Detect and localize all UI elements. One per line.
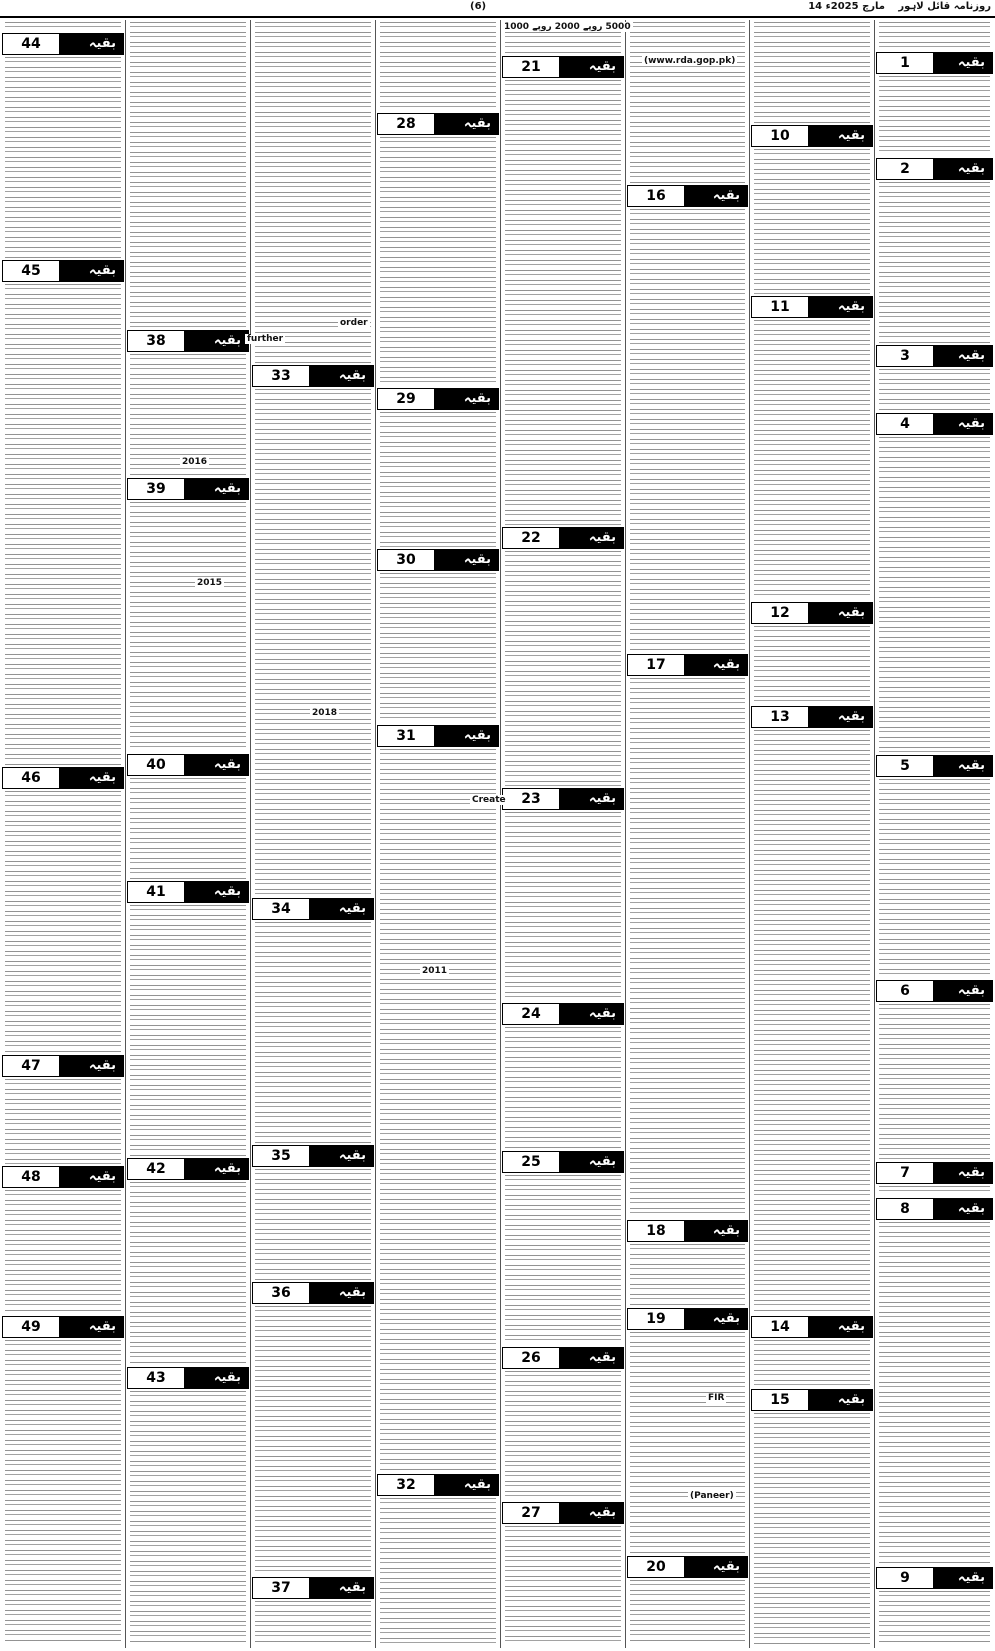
baqia-box xyxy=(127,1158,249,1180)
baqia-box xyxy=(502,1151,624,1173)
baqia-number: 4 xyxy=(876,413,934,435)
article-text xyxy=(628,1332,747,1554)
article-text xyxy=(3,791,123,1053)
baqia-number: 44 xyxy=(2,33,60,55)
baqia-number: 45 xyxy=(2,260,60,282)
baqia-box xyxy=(627,1556,748,1578)
article-text xyxy=(378,1498,498,1644)
article-text xyxy=(128,1182,248,1365)
baqia-label: بقیہ xyxy=(338,901,366,916)
baqia-box xyxy=(502,1003,624,1025)
column-rule xyxy=(625,20,626,1648)
article-text xyxy=(628,678,747,1218)
article-text xyxy=(128,905,248,1156)
baqia-label: بقیہ xyxy=(712,1559,740,1574)
baqia-label: بقیہ xyxy=(88,36,116,51)
baqia-label: بقیہ xyxy=(837,605,865,620)
inline-create: Create xyxy=(472,795,506,805)
article-text xyxy=(253,1601,373,1644)
column-1 xyxy=(876,22,993,1644)
baqia-label: بقیہ xyxy=(837,299,865,314)
baqia-label: بقیہ xyxy=(957,161,985,176)
baqia-number: 29 xyxy=(377,388,435,410)
article-text xyxy=(752,1340,872,1387)
article-text xyxy=(503,1175,623,1345)
baqia-box xyxy=(377,1474,499,1496)
article-text xyxy=(503,1526,623,1644)
article-text xyxy=(128,502,248,752)
baqia-label: بقیہ xyxy=(463,1477,491,1492)
baqia-box xyxy=(377,388,499,410)
article-text xyxy=(628,1244,747,1306)
inline-rda-site: (www.rda.gop.pk) xyxy=(644,56,736,66)
article-text xyxy=(128,778,248,879)
article-text xyxy=(877,182,992,343)
baqia-label: بقیہ xyxy=(88,770,116,785)
baqia-box xyxy=(377,113,499,135)
baqia-number: 6 xyxy=(876,980,934,1002)
baqia-label: بقیہ xyxy=(957,416,985,431)
baqia-number: 16 xyxy=(627,185,685,207)
baqia-label: بقیہ xyxy=(712,188,740,203)
baqia-label: بقیہ xyxy=(712,1223,740,1238)
baqia-box xyxy=(252,1577,374,1599)
baqia-box xyxy=(127,478,249,500)
baqia-label: بقیہ xyxy=(957,1570,985,1585)
baqia-box xyxy=(502,56,624,78)
baqia-box xyxy=(252,365,374,387)
column-rule xyxy=(500,20,501,1648)
baqia-box xyxy=(127,1367,249,1389)
baqia-label: بقیہ xyxy=(463,552,491,567)
baqia-number: 10 xyxy=(751,125,809,147)
baqia-box xyxy=(377,549,499,571)
baqia-number: 9 xyxy=(876,1567,934,1589)
baqia-number: 31 xyxy=(377,725,435,747)
baqia-label: بقیہ xyxy=(957,758,985,773)
baqia-box xyxy=(876,52,993,74)
baqia-label: بقیہ xyxy=(463,116,491,131)
baqia-label: بقیہ xyxy=(338,1285,366,1300)
baqia-number: 26 xyxy=(502,1347,560,1369)
article-text xyxy=(752,149,872,294)
baqia-number: 28 xyxy=(377,113,435,135)
baqia-label: بقیہ xyxy=(837,1319,865,1334)
baqia-box xyxy=(252,898,374,920)
baqia-number: 13 xyxy=(751,706,809,728)
article-text xyxy=(378,137,498,386)
baqia-number: 46 xyxy=(2,767,60,789)
article-text xyxy=(628,209,747,652)
baqia-label: بقیہ xyxy=(88,1058,116,1073)
date: 14 مارچ 2025ء xyxy=(808,1,885,12)
baqia-box xyxy=(751,125,873,147)
baqia-box xyxy=(876,413,993,435)
inline-amounts: 5000 روپے 2000 روپے 1000 xyxy=(504,22,631,32)
baqia-box xyxy=(627,1308,748,1330)
baqia-number: 23 xyxy=(502,788,560,810)
baqia-box xyxy=(751,602,873,624)
baqia-number: 1 xyxy=(876,52,934,74)
baqia-number: 42 xyxy=(127,1158,185,1180)
baqia-number: 30 xyxy=(377,549,435,571)
paper-name: روزنامہ قائل لاہور xyxy=(898,1,991,12)
baqia-box xyxy=(2,1316,124,1338)
baqia-number: 40 xyxy=(127,754,185,776)
baqia-label: بقیہ xyxy=(588,59,616,74)
article-text xyxy=(378,22,498,111)
baqia-number: 15 xyxy=(751,1389,809,1411)
column-2 xyxy=(751,22,873,1644)
baqia-box xyxy=(2,33,124,55)
article-text xyxy=(3,1340,123,1644)
baqia-label: بقیہ xyxy=(837,1392,865,1407)
baqia-label: بقیہ xyxy=(588,791,616,806)
column-rule xyxy=(749,20,750,1648)
baqia-box xyxy=(876,1162,993,1184)
baqia-label: بقیہ xyxy=(338,1148,366,1163)
article-text xyxy=(752,22,872,123)
baqia-box xyxy=(876,980,993,1002)
baqia-number: 7 xyxy=(876,1162,934,1184)
article-text xyxy=(3,284,123,765)
inline-further: further xyxy=(247,334,284,344)
baqia-number: 37 xyxy=(252,1577,310,1599)
article-text xyxy=(503,80,623,525)
baqia-number: 38 xyxy=(127,330,185,352)
article-text xyxy=(752,730,872,1314)
baqia-label: بقیہ xyxy=(588,1006,616,1021)
baqia-label: بقیہ xyxy=(957,55,985,70)
article-text xyxy=(253,389,373,896)
baqia-box xyxy=(127,881,249,903)
masthead xyxy=(0,0,995,18)
article-text xyxy=(877,76,992,156)
inline-year-2015: 2015 xyxy=(197,578,223,588)
baqia-label: بقیہ xyxy=(213,481,241,496)
baqia-number: 22 xyxy=(502,527,560,549)
baqia-number: 43 xyxy=(127,1367,185,1389)
article-text xyxy=(503,1371,623,1500)
baqia-number: 25 xyxy=(502,1151,560,1173)
baqia-box xyxy=(252,1145,374,1167)
baqia-number: 20 xyxy=(627,1556,685,1578)
article-text xyxy=(628,22,747,183)
column-rule xyxy=(874,20,875,1648)
inline-order: order xyxy=(340,318,368,328)
baqia-box xyxy=(2,260,124,282)
article-text xyxy=(253,1169,373,1280)
baqia-number: 21 xyxy=(502,56,560,78)
column-7 xyxy=(127,22,249,1644)
baqia-label: بقیہ xyxy=(88,1169,116,1184)
baqia-label: بقیہ xyxy=(588,530,616,545)
baqia-box xyxy=(127,330,249,352)
baqia-number: 8 xyxy=(876,1198,934,1220)
column-8 xyxy=(2,22,124,1644)
baqia-label: بقیہ xyxy=(88,263,116,278)
article-text xyxy=(503,812,623,1001)
baqia-label: بقیہ xyxy=(837,128,865,143)
article-text xyxy=(877,437,992,753)
baqia-number: 12 xyxy=(751,602,809,624)
baqia-box xyxy=(502,1502,624,1524)
baqia-label: بقیہ xyxy=(588,1505,616,1520)
baqia-number: 34 xyxy=(252,898,310,920)
baqia-number: 11 xyxy=(751,296,809,318)
article-text xyxy=(877,369,992,411)
baqia-label: بقیہ xyxy=(88,1319,116,1334)
article-text xyxy=(378,573,498,723)
article-text xyxy=(3,1190,123,1314)
inline-year-2018: 2018 xyxy=(312,708,338,718)
baqia-number: 27 xyxy=(502,1502,560,1524)
article-text xyxy=(877,779,992,978)
baqia-box xyxy=(502,1347,624,1369)
inline-fir: FIR xyxy=(708,1393,725,1403)
article-text xyxy=(378,412,498,547)
article-text xyxy=(752,1413,872,1644)
article-text xyxy=(752,626,872,704)
baqia-box xyxy=(2,767,124,789)
baqia-number: 5 xyxy=(876,755,934,777)
column-6 xyxy=(252,22,374,1644)
baqia-box xyxy=(252,1282,374,1304)
article-text xyxy=(877,1004,992,1160)
baqia-box xyxy=(876,345,993,367)
baqia-label: بقیہ xyxy=(957,1165,985,1180)
baqia-number: 24 xyxy=(502,1003,560,1025)
baqia-number: 35 xyxy=(252,1145,310,1167)
baqia-label: بقیہ xyxy=(213,884,241,899)
article-text xyxy=(628,1580,747,1644)
inline-paneer: (Paneer) xyxy=(690,1491,734,1501)
column-rule xyxy=(375,20,376,1648)
baqia-label: بقیہ xyxy=(213,1161,241,1176)
baqia-number: 49 xyxy=(2,1316,60,1338)
article-text xyxy=(877,1186,992,1196)
baqia-box xyxy=(127,754,249,776)
column-5 xyxy=(377,22,499,1644)
baqia-box xyxy=(751,1389,873,1411)
article-text xyxy=(3,22,123,31)
baqia-label: بقیہ xyxy=(837,709,865,724)
baqia-box xyxy=(502,527,624,549)
baqia-label: بقیہ xyxy=(463,391,491,406)
article-text xyxy=(253,1306,373,1575)
baqia-box xyxy=(751,1316,873,1338)
baqia-label: بقیہ xyxy=(338,368,366,383)
baqia-number: 14 xyxy=(751,1316,809,1338)
baqia-label: بقیہ xyxy=(213,333,241,348)
baqia-number: 36 xyxy=(252,1282,310,1304)
baqia-box xyxy=(876,1567,993,1589)
baqia-label: بقیہ xyxy=(712,657,740,672)
article-text xyxy=(877,22,992,50)
baqia-box xyxy=(751,706,873,728)
column-3 xyxy=(627,22,748,1644)
baqia-box xyxy=(502,788,624,810)
column-rule xyxy=(250,20,251,1648)
baqia-box xyxy=(876,1198,993,1220)
column-4 xyxy=(502,22,624,1644)
article-text xyxy=(503,1027,623,1149)
article-text xyxy=(128,1391,248,1644)
baqia-number: 33 xyxy=(252,365,310,387)
baqia-label: بقیہ xyxy=(588,1154,616,1169)
inline-year-2011: 2011 xyxy=(422,966,448,976)
page-number: (6) xyxy=(470,1,487,12)
baqia-label: بقیہ xyxy=(957,983,985,998)
article-text xyxy=(253,22,373,363)
baqia-box xyxy=(2,1166,124,1188)
baqia-number: 47 xyxy=(2,1055,60,1077)
article-text xyxy=(877,1591,992,1644)
baqia-label: بقیہ xyxy=(213,757,241,772)
article-text xyxy=(503,551,623,786)
baqia-number: 19 xyxy=(627,1308,685,1330)
baqia-box xyxy=(876,755,993,777)
inline-year-2016: 2016 xyxy=(182,457,208,467)
baqia-box xyxy=(627,1220,748,1242)
baqia-number: 18 xyxy=(627,1220,685,1242)
baqia-box xyxy=(377,725,499,747)
article-text xyxy=(3,57,123,258)
baqia-number: 39 xyxy=(127,478,185,500)
baqia-box xyxy=(627,654,748,676)
baqia-label: بقیہ xyxy=(588,1350,616,1365)
article-text xyxy=(253,922,373,1143)
baqia-label: بقیہ xyxy=(712,1311,740,1326)
article-text xyxy=(128,22,248,328)
baqia-label: بقیہ xyxy=(463,728,491,743)
baqia-number: 48 xyxy=(2,1166,60,1188)
baqia-box xyxy=(876,158,993,180)
baqia-label: بقیہ xyxy=(957,1201,985,1216)
baqia-label: بقیہ xyxy=(338,1580,366,1595)
article-text xyxy=(378,749,498,1472)
baqia-box xyxy=(751,296,873,318)
baqia-number: 32 xyxy=(377,1474,435,1496)
baqia-label: بقیہ xyxy=(213,1370,241,1385)
baqia-label: بقیہ xyxy=(957,348,985,363)
column-rule xyxy=(125,20,126,1648)
article-text xyxy=(3,1079,123,1164)
baqia-number: 17 xyxy=(627,654,685,676)
baqia-number: 2 xyxy=(876,158,934,180)
article-text xyxy=(752,320,872,600)
baqia-number: 41 xyxy=(127,881,185,903)
article-text xyxy=(877,1222,992,1565)
baqia-box xyxy=(627,185,748,207)
baqia-number: 3 xyxy=(876,345,934,367)
baqia-box xyxy=(2,1055,124,1077)
